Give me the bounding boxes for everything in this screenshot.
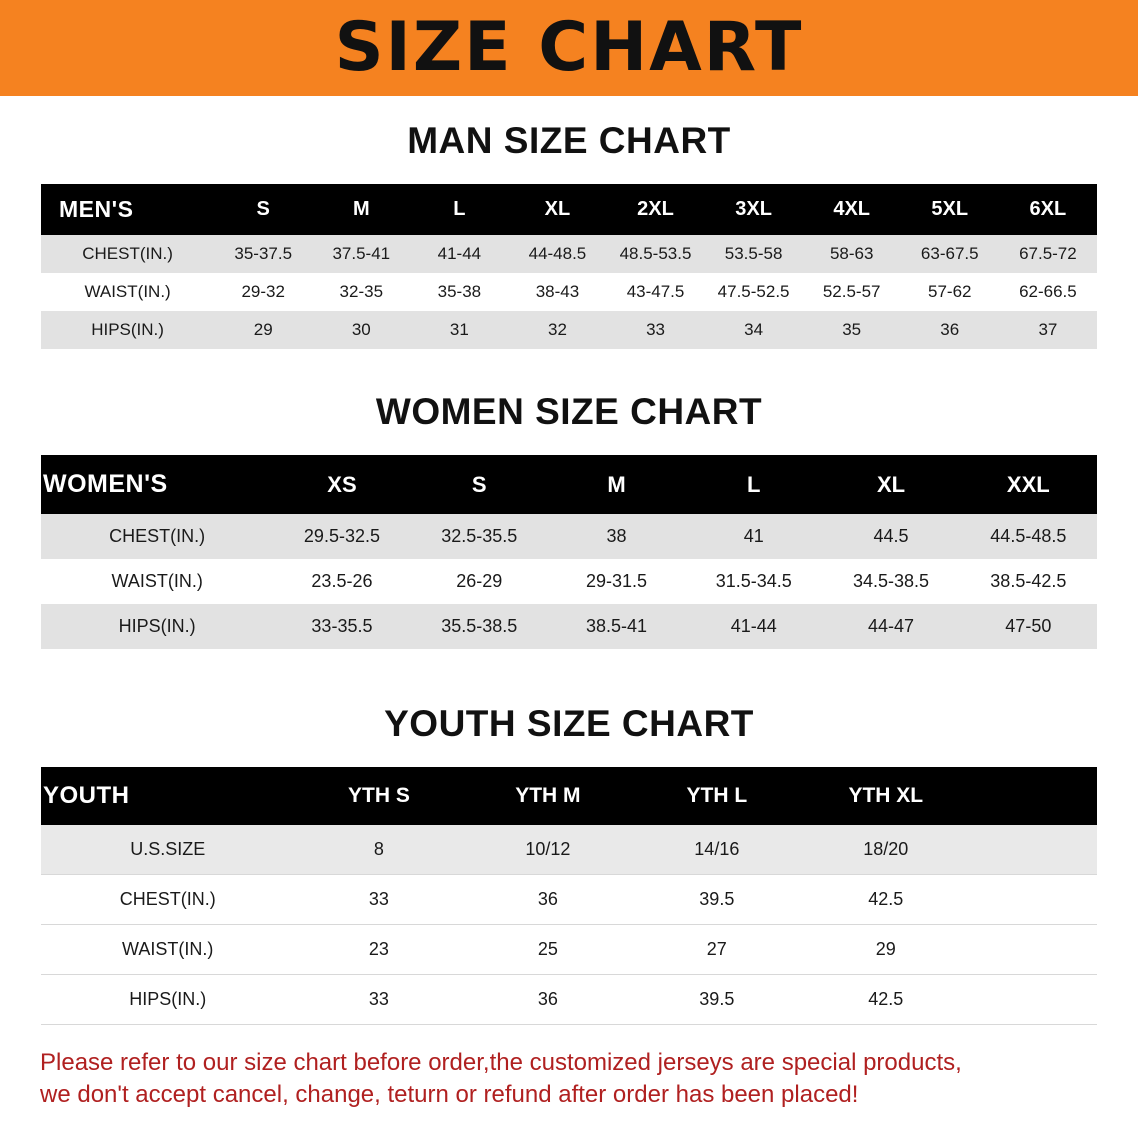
youth-cell-spacer — [970, 875, 1097, 925]
man-row-label: WAIST(IN.) — [41, 273, 214, 311]
man-cell: 35 — [803, 311, 901, 349]
table-row — [41, 875, 1097, 925]
women-cell: 44-47 — [822, 604, 959, 649]
man-table-wrapper — [41, 184, 1097, 349]
man-row-label: HIPS(IN.) — [41, 311, 214, 349]
man-header-row — [41, 184, 1097, 235]
man-col-header: S — [214, 184, 312, 235]
man-cell: 67.5-72 — [999, 235, 1097, 273]
youth-row-label: WAIST(IN.) — [41, 925, 294, 975]
youth-cell: 36 — [463, 975, 632, 1025]
women-cell: 31.5-34.5 — [685, 559, 822, 604]
man-cell: 63-67.5 — [901, 235, 999, 273]
women-size-table — [41, 455, 1097, 649]
women-cell: 47-50 — [960, 604, 1097, 649]
youth-header-label: YOUTH — [41, 767, 294, 825]
man-cell: 57-62 — [901, 273, 999, 311]
women-row-label: HIPS(IN.) — [41, 604, 273, 649]
man-cell: 58-63 — [803, 235, 901, 273]
man-cell: 53.5-58 — [705, 235, 803, 273]
man-col-header: L — [410, 184, 508, 235]
women-cell: 44.5 — [822, 514, 959, 559]
women-col-header: XXL — [960, 455, 1097, 514]
table-row — [41, 825, 1097, 875]
women-cell: 41 — [685, 514, 822, 559]
man-cell: 36 — [901, 311, 999, 349]
women-col-header: M — [548, 455, 685, 514]
women-cell: 44.5-48.5 — [960, 514, 1097, 559]
women-cell: 29.5-32.5 — [273, 514, 410, 559]
women-table-head — [41, 455, 1097, 514]
youth-table-head — [41, 767, 1097, 825]
man-cell: 37.5-41 — [312, 235, 410, 273]
women-row-label: CHEST(IN.) — [41, 514, 273, 559]
women-section-heading: WOMEN SIZE CHART — [375, 391, 763, 432]
youth-cell: 14/16 — [632, 825, 801, 875]
man-cell: 33 — [606, 311, 704, 349]
women-col-header: L — [685, 455, 822, 514]
women-cell: 23.5-26 — [273, 559, 410, 604]
youth-table-wrapper — [41, 767, 1097, 1025]
man-cell: 32-35 — [312, 273, 410, 311]
man-col-header: 4XL — [803, 184, 901, 235]
women-cell: 38 — [548, 514, 685, 559]
youth-cell: 23 — [294, 925, 463, 975]
youth-table-body — [41, 825, 1097, 1025]
youth-cell: 25 — [463, 925, 632, 975]
man-cell: 38-43 — [508, 273, 606, 311]
women-cell: 34.5-38.5 — [822, 559, 959, 604]
women-col-header: XL — [822, 455, 959, 514]
youth-size-table — [41, 767, 1097, 1025]
man-header-label: MEN'S — [41, 184, 214, 235]
women-cell: 32.5-35.5 — [411, 514, 548, 559]
disclaimer-note — [40, 1047, 1098, 1112]
disclaimer-line-2: we don't accept cancel, change, teturn or refund after order has been placed! — [40, 1081, 859, 1109]
man-cell: 35-38 — [410, 273, 508, 311]
youth-row-label: CHEST(IN.) — [41, 875, 294, 925]
women-table-wrapper — [41, 455, 1097, 649]
man-cell: 47.5-52.5 — [705, 273, 803, 311]
table-row — [41, 925, 1097, 975]
youth-cell: 39.5 — [632, 975, 801, 1025]
man-cell: 29-32 — [214, 273, 312, 311]
table-row — [41, 559, 1097, 604]
women-table-body — [41, 514, 1097, 649]
women-cell: 38.5-41 — [548, 604, 685, 649]
man-col-header: 5XL — [901, 184, 999, 235]
disclaimer-line-1: Please refer to our size chart before order,the customized jerseys are special products, — [40, 1049, 962, 1076]
youth-col-header: YTH S — [294, 767, 463, 825]
women-cell: 35.5-38.5 — [411, 604, 548, 649]
man-cell: 52.5-57 — [803, 273, 901, 311]
table-row — [41, 604, 1097, 649]
women-cell: 38.5-42.5 — [960, 559, 1097, 604]
table-row — [41, 273, 1097, 311]
youth-cell: 18/20 — [801, 825, 970, 875]
man-row-label: CHEST(IN.) — [41, 235, 214, 273]
youth-cell: 27 — [632, 925, 801, 975]
page-title: SIZE CHART — [334, 8, 804, 87]
women-header-row — [41, 455, 1097, 514]
women-col-header: S — [411, 455, 548, 514]
youth-cell-spacer — [970, 975, 1097, 1025]
man-cell: 41-44 — [410, 235, 508, 273]
man-cell: 44-48.5 — [508, 235, 606, 273]
youth-row-label: HIPS(IN.) — [41, 975, 294, 1025]
man-cell: 34 — [705, 311, 803, 349]
youth-cell: 33 — [294, 875, 463, 925]
man-cell: 62-66.5 — [999, 273, 1097, 311]
table-row — [41, 514, 1097, 559]
table-row — [41, 975, 1097, 1025]
man-table-body — [41, 235, 1097, 349]
women-cell: 26-29 — [411, 559, 548, 604]
man-col-header: XL — [508, 184, 606, 235]
youth-cell-spacer — [970, 825, 1097, 875]
youth-cell: 10/12 — [463, 825, 632, 875]
women-cell: 29-31.5 — [548, 559, 685, 604]
man-col-header: M — [312, 184, 410, 235]
youth-col-header: YTH L — [632, 767, 801, 825]
man-cell: 30 — [312, 311, 410, 349]
youth-cell: 29 — [801, 925, 970, 975]
man-cell: 29 — [214, 311, 312, 349]
youth-cell: 8 — [294, 825, 463, 875]
man-cell: 35-37.5 — [214, 235, 312, 273]
page-banner — [0, 0, 1138, 96]
man-cell: 32 — [508, 311, 606, 349]
man-size-table — [41, 184, 1097, 349]
man-cell: 31 — [410, 311, 508, 349]
youth-cell: 42.5 — [801, 875, 970, 925]
man-cell: 43-47.5 — [606, 273, 704, 311]
table-row — [41, 235, 1097, 273]
youth-cell: 42.5 — [801, 975, 970, 1025]
youth-header-row — [41, 767, 1097, 825]
youth-cell-spacer — [970, 925, 1097, 975]
youth-cell: 33 — [294, 975, 463, 1025]
women-cell: 33-35.5 — [273, 604, 410, 649]
youth-header-spacer — [970, 767, 1097, 825]
youth-section-heading: YOUTH SIZE CHART — [384, 703, 754, 744]
table-row — [41, 311, 1097, 349]
women-header-label: WOMEN'S — [41, 455, 273, 514]
women-row-label: WAIST(IN.) — [41, 559, 273, 604]
youth-cell: 36 — [463, 875, 632, 925]
youth-cell: 39.5 — [632, 875, 801, 925]
youth-col-header: YTH M — [463, 767, 632, 825]
man-col-header: 2XL — [606, 184, 704, 235]
man-cell: 48.5-53.5 — [606, 235, 704, 273]
women-col-header: XS — [273, 455, 410, 514]
man-table-head — [41, 184, 1097, 235]
man-section-heading: MAN SIZE CHART — [407, 120, 731, 161]
man-col-header: 6XL — [999, 184, 1097, 235]
youth-col-header: YTH XL — [801, 767, 970, 825]
man-cell: 37 — [999, 311, 1097, 349]
women-cell: 41-44 — [685, 604, 822, 649]
youth-row-label: U.S.SIZE — [41, 825, 294, 875]
man-col-header: 3XL — [705, 184, 803, 235]
